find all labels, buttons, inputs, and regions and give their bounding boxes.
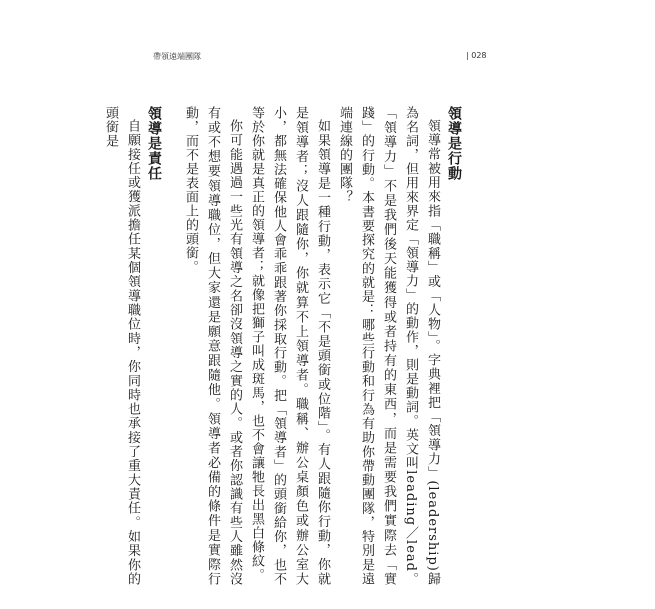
page-number: | 028 (466, 51, 487, 60)
vertical-text-body (103, 106, 465, 586)
body-paragraph: 如果領導是一種行動，表示它「不是頭銜或位階」。有人跟隨你行動，你就是領導者；沒人跟隨你，你就算不上領導者。職稱、辦公桌顏色或辦公室大小，都無法確保他人會乖乖跟著你採取行動。把「領導者」的頭銜給你，也不等於你就是真正的領導者；就像把獅子叫成斑馬，也不會讓牠長出黑白條紋。 (249, 106, 330, 586)
body-paragraph: 領導常被用來指「職稱」或「人物」。字典裡把「領導力」(leadership)歸為名詞，但用來界定「領導力」的動作，則是動詞。英文叫leading／lead。「領導力」不是我們後天能獲得或者持有的東西，而是需要我們實際去「實踐」的行動。本書要探究的就是：哪些行動和行為有助你帶動團隊，特別是遠端連線的團隊？ (337, 106, 440, 586)
section-heading-leadership-is-action: 領導是行動 (446, 106, 462, 181)
body-paragraph: 你可能遇過一些光有領導之名卻沒領導之實的人。或者你認識有些人雖然沒有或不想要領導職位，但大家還是願意跟隨他。領導者必備的條件是實際行動，而不是表面上的頭銜。 (183, 106, 242, 586)
running-header-title: 帶領遠端團隊 (153, 52, 201, 61)
body-paragraph: 自願接任或獲派擔任某個領導職位時，你同時也承接了重大責任。如果你的頭銜是 (103, 106, 140, 586)
section-heading-leadership-is-responsibility: 領導是責任 (146, 106, 162, 181)
